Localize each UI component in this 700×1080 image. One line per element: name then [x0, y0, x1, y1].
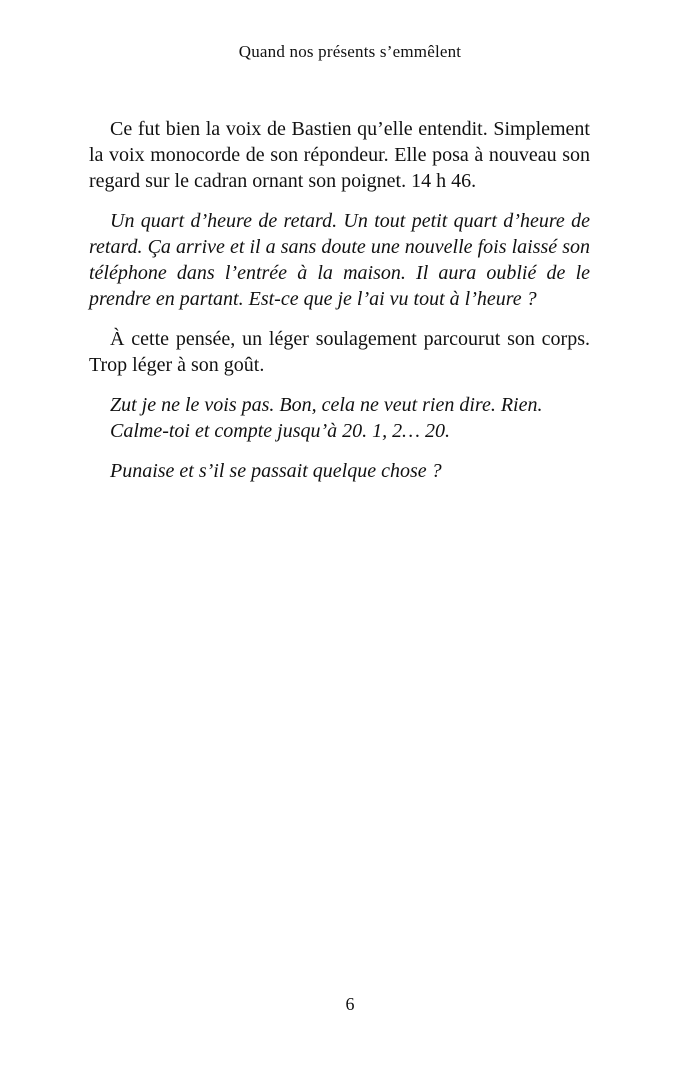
paragraph-1: Ce fut bien la voix de Bastien qu’elle entendit. Simplement la voix monocorde de son répondeur. Elle posa à nouveau son regard sur le cadran ornant son poignet. 14 h 46. [89, 118, 590, 192]
body-text [89, 116, 590, 498]
running-head: Quand nos présents s’emmêlent [238, 42, 462, 61]
paragraph-2-italic-thought: Un quart d’heure de retard. Un tout petit quart d’heure de retard. Ça arrive et il a sans doute une nouvelle fois laissé son téléphone dans l’entrée à la maison. Il aura oublié de le prendre en partant. Est-ce que je l’ai vu tout à l’heure ? [89, 210, 590, 310]
page-number: 6 [345, 994, 355, 1014]
paragraph-4-line-2: Calme-toi et compte jusqu’à 20. 1, 2… 20. [110, 420, 450, 442]
paragraph-3: À cette pensée, un léger soulagement parcourut son corps. Trop léger à son goût. [89, 328, 590, 376]
paragraph-4-line-1: Zut je ne le vois pas. Bon, cela ne veut rien dire. Rien. [110, 394, 543, 416]
paragraph-5-italic-thought: Punaise et s’il se passait quelque chose ? [110, 460, 442, 482]
paragraph-4-italic-thought [89, 392, 590, 444]
